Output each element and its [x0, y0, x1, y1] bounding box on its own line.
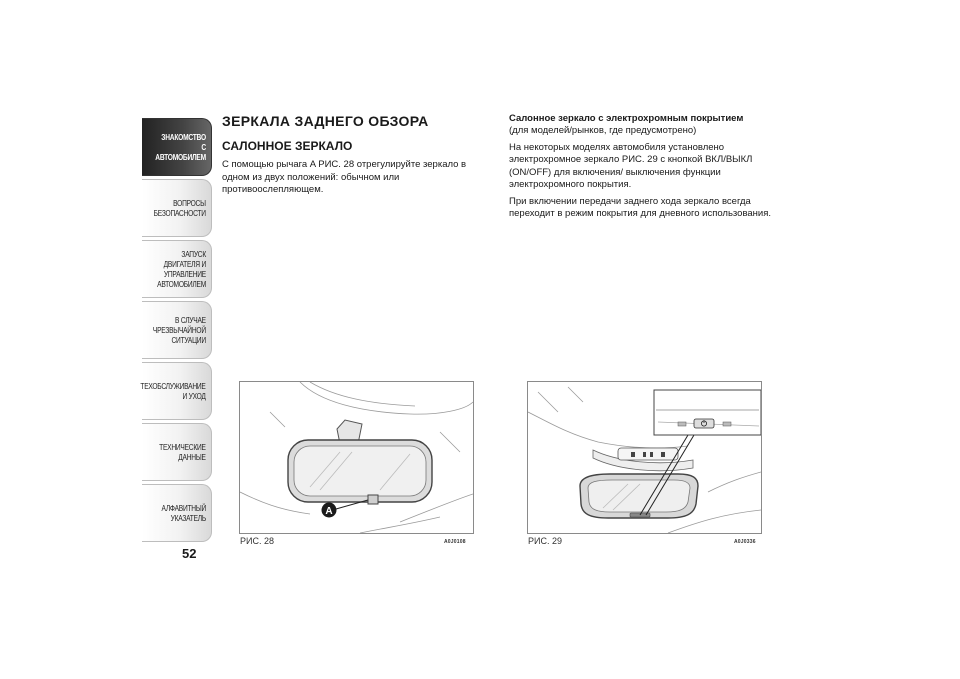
tab-label: ЗНАКОМСТВО С АВТОМОБИЛЕМ [155, 132, 206, 162]
body-paragraph: При включении передачи заднего хода зеркало всегда переходит в режим покрытия для дневного использования. [509, 195, 772, 219]
figure-caption: РИС. 29 [528, 536, 562, 546]
tab-safety[interactable] [142, 179, 212, 237]
tab-label: ЗАПУСК ДВИГАТЕЛЯ И УПРАВЛЕНИЕ АВТОМОБИЛЕМ [157, 249, 206, 289]
tab-index[interactable] [142, 484, 212, 542]
figure-code: A0J0336 [734, 539, 756, 545]
chapter-tabs [142, 118, 212, 545]
availability-note: (для моделей/рынков, где предусмотрено) [509, 125, 697, 136]
tab-maintenance[interactable] [142, 362, 212, 420]
tab-label: ТЕХОБСЛУЖИВАНИЕ И УХОД [140, 381, 206, 401]
electrochromic-mirror-illustration [528, 382, 761, 533]
tab-technical-data[interactable] [142, 423, 212, 481]
tab-label: ТЕХНИЧЕСКИЕ ДАННЫЕ [159, 442, 206, 462]
section-heading: ЗЕРКАЛА ЗАДНЕГО ОБЗОРА [222, 113, 429, 129]
callout-a: A [325, 506, 333, 517]
tab-starting-driving[interactable] [142, 240, 212, 298]
left-column [222, 113, 484, 201]
figure-29 [527, 381, 762, 549]
tab-label: В СЛУЧАЕ ЧРЕЗВЫЧАЙНОЙ СИТУАЦИИ [153, 315, 206, 345]
figure-29-frame [527, 381, 762, 534]
tab-label: ВОПРОСЫ БЕЗОПАСНОСТИ [153, 198, 206, 218]
figure-28 [239, 381, 474, 549]
subsection-heading: Салонное зеркало с электрохромным покрытием [509, 113, 744, 124]
tab-label: АЛФАВИТНЫЙ УКАЗАТЕЛЬ [161, 503, 206, 523]
figure-28-frame [239, 381, 474, 534]
body-paragraph: С помощью рычага A РИС. 28 отрегулируйте зеркало в одном из двух положений: обычном или противоослепляющем. [222, 159, 467, 195]
subsection-heading: САЛОННОЕ ЗЕРКАЛО [222, 139, 353, 153]
page-number: 52 [182, 546, 197, 561]
tab-getting-to-know[interactable] [142, 118, 212, 176]
body-paragraph: На некоторых моделях автомобиля установлено электрохромное зеркало РИС. 29 с кнопкой ВКЛ/ВЫКЛ (ON/OFF) для включения/ выключения функции электрохромного покрытия. [509, 141, 753, 190]
rearview-mirror-illustration [240, 382, 473, 533]
figure-caption: РИС. 28 [240, 536, 274, 546]
right-column [509, 113, 784, 225]
figure-code: A0J0108 [444, 539, 466, 545]
tab-emergency[interactable] [142, 301, 212, 359]
